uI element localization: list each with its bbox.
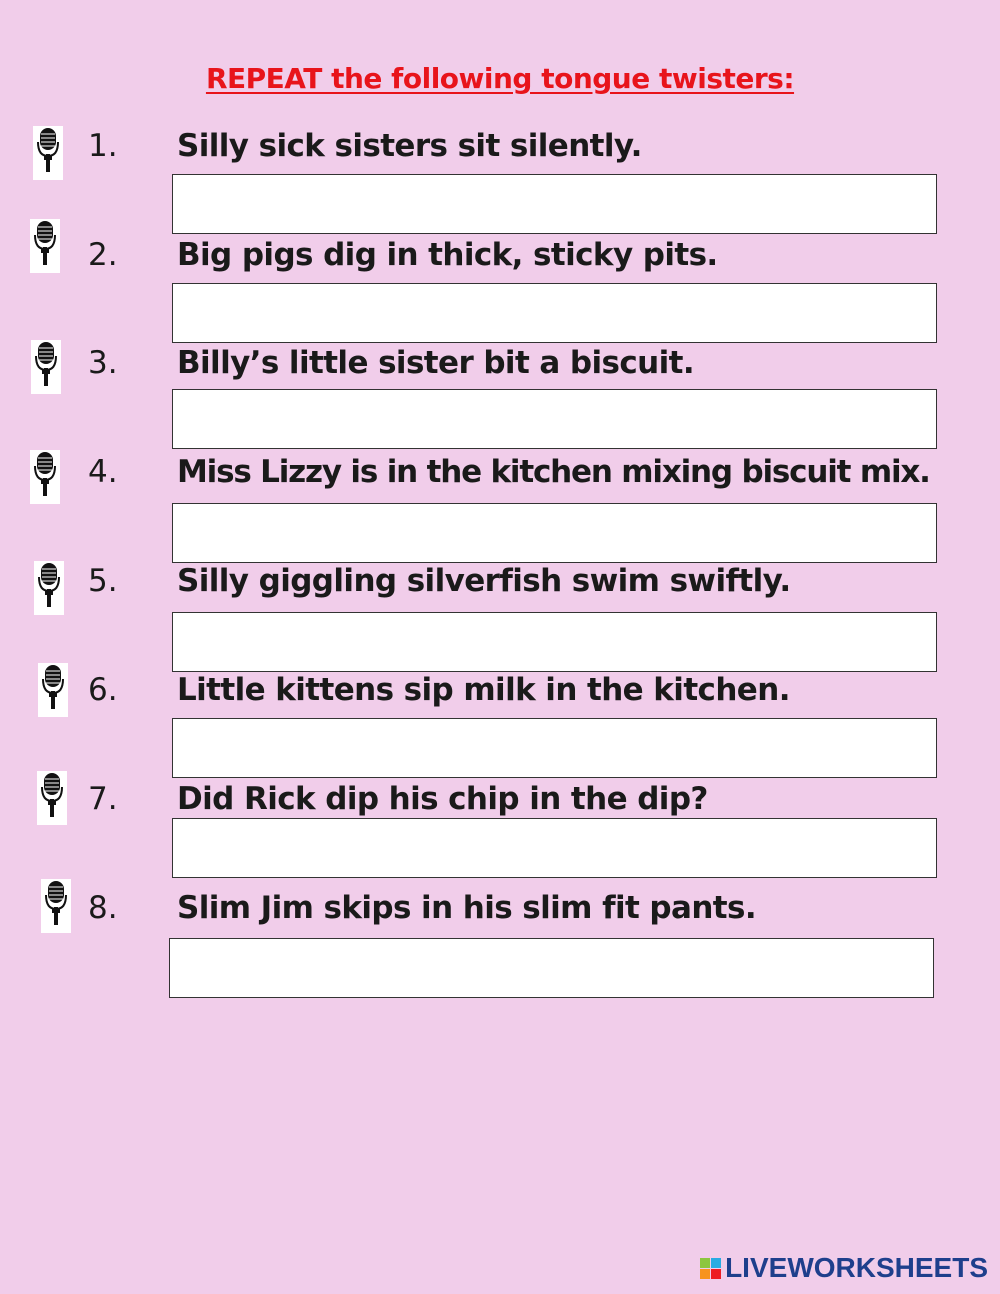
answer-field[interactable] [172, 174, 937, 234]
brand-name: LIVEWORKSHEETS [725, 1252, 988, 1283]
item-number: 3. [88, 345, 118, 381]
liveworksheets-brand [700, 1252, 988, 1284]
tongue-twister-text: Silly sick sisters sit silently. [177, 128, 642, 164]
item-number: 7. [88, 781, 118, 817]
item-number: 2. [88, 237, 118, 273]
microphone-icon [30, 450, 60, 504]
answer-field[interactable] [172, 718, 937, 778]
microphone-icon [34, 561, 64, 615]
microphone-icon [41, 879, 71, 933]
microphone-icon [38, 663, 68, 717]
tongue-twister-text: Little kittens sip milk in the kitchen. [177, 672, 790, 708]
item-number: 4. [88, 454, 118, 490]
answer-field[interactable] [172, 818, 937, 878]
tongue-twister-text: Big pigs dig in thick, sticky pits. [177, 237, 718, 273]
tongue-twister-text: Billy’s little sister bit a biscuit. [177, 345, 694, 381]
tongue-twister-text: Slim Jim skips in his slim fit pants. [177, 890, 757, 926]
worksheet-title: REPEAT the following tongue twisters: [205, 62, 795, 95]
answer-field[interactable] [169, 938, 934, 998]
item-number: 5. [88, 563, 118, 599]
microphone-icon [37, 771, 67, 825]
microphone-icon [31, 340, 61, 394]
microphone-icon [33, 126, 63, 180]
item-number: 6. [88, 672, 118, 708]
answer-field[interactable] [172, 389, 937, 449]
answer-field[interactable] [172, 612, 937, 672]
microphone-icon [30, 219, 60, 273]
item-number: 8. [88, 890, 118, 926]
liveworksheets-logo-icon [700, 1258, 721, 1279]
answer-field[interactable] [172, 283, 937, 343]
answer-field[interactable] [172, 503, 937, 563]
item-number: 1. [88, 128, 118, 164]
tongue-twister-text: Did Rick dip his chip in the dip? [177, 781, 708, 817]
tongue-twister-text: Silly giggling silverfish swim swiftly. [177, 563, 791, 599]
tongue-twister-text: Miss Lizzy is in the kitchen mixing biscuit mix. [177, 454, 930, 490]
